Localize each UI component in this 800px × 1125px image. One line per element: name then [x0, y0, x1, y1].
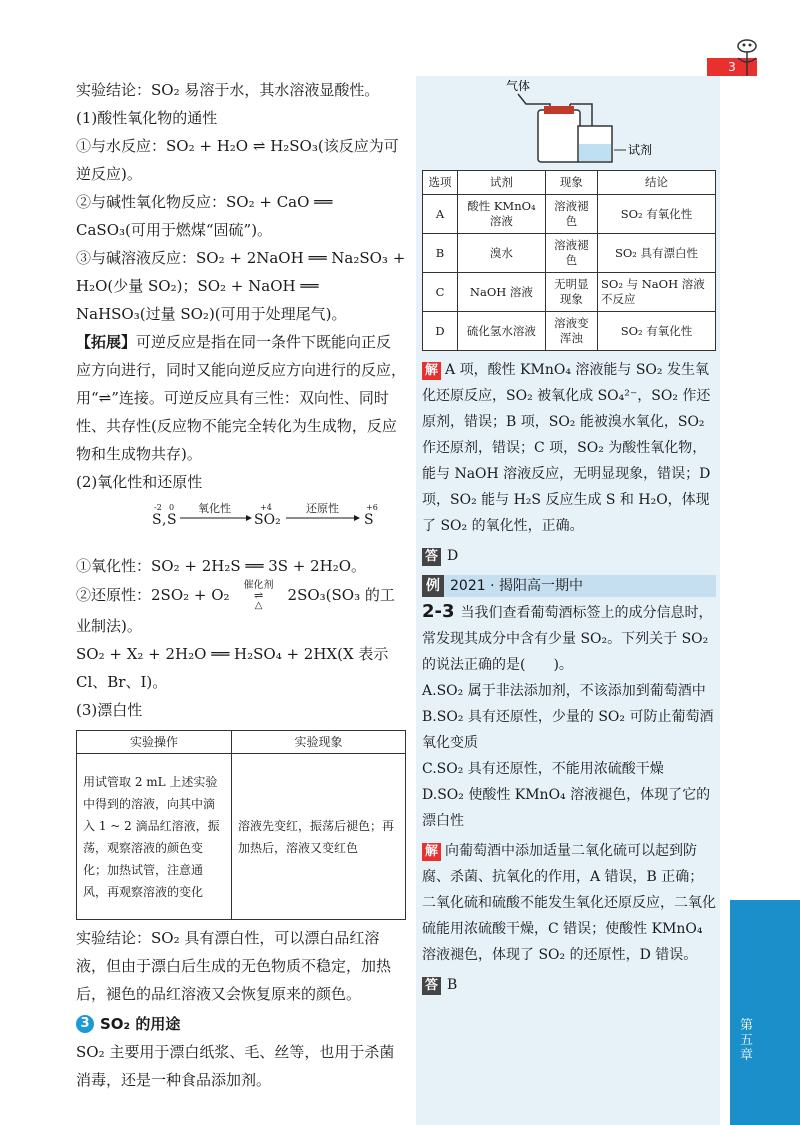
explanation-2: 解 向葡萄酒中添加适量二氧化硫可以起到防腐、杀菌、抗氧化的作用，A 错误，B 正确；二氧化硫和硫酸不能发生氧化还原反应，二氧化硫能用浓硫酸干燥，C 错误；使酸性 KMnO₄ 溶液褪色，体现了 SO₂ 的还原性，D 错误。 [422, 843, 716, 963]
jie-tag: 解 [422, 362, 441, 380]
table-cell: SO₂ 与 NaOH 溶液不反应 [598, 273, 716, 312]
table-cell-result: 溶液先变红，振荡后褪色；再加热后，溶液又变红色 [232, 754, 406, 920]
qtable-header: 选项 [423, 171, 458, 195]
example-source: 2021 · 揭阳高一期中 [450, 578, 583, 594]
gas-label: 气体 [506, 79, 531, 93]
example-tag: 例 [422, 575, 444, 597]
da-tag: 答 [422, 548, 441, 566]
jie-tag: 解 [422, 843, 441, 861]
question-number: 2-3 [422, 601, 455, 622]
section-number-badge: 3 [76, 1015, 94, 1033]
s-low-charge: -2 [154, 503, 162, 512]
page-number: 3 [707, 58, 757, 76]
chapter-strip [730, 900, 800, 1125]
option-c: C.SO₂ 具有还原性，不能用浓硫酸干燥 [422, 761, 664, 777]
chapter-label: 第五章 [740, 1018, 754, 1063]
decorative-figure-icon [732, 36, 762, 81]
table-cell: SO₂ 有氧化性 [598, 312, 716, 351]
table-cell: D [423, 312, 458, 351]
oxidation-label: 氧化性 [198, 502, 231, 515]
gas-wash-apparatus-diagram [422, 76, 716, 170]
right-column [422, 76, 716, 998]
extension-text: 可逆反应是指在同一条件下既能向正反应方向进行，同时又能向逆反应方向进行的反应，用“⇌”连接。可逆反应具有三性：双向性、同时性、共存性(反应物不能完全转化为生成物，反应物和生成物共存)。 [76, 333, 407, 463]
option-a: A.SO₂ 属于非法添加剂，不该添加到葡萄酒中 [422, 683, 706, 699]
s-low: S [152, 512, 162, 528]
table-cell: B [423, 234, 458, 273]
heat-label: △ [254, 600, 263, 611]
s-high-charge: +6 [366, 503, 378, 512]
table-cell: 溶液褪色 [545, 234, 597, 273]
table-cell: 溶液褪色 [545, 195, 597, 234]
s-zero-charge: 0 [169, 503, 175, 512]
point-halogen: SO₂ + X₂ + 2H₂O ══ H₂SO₄ + 2HX(X 表示 Cl、Br、I)。 [76, 645, 389, 691]
table-cell: A [423, 195, 458, 234]
da-tag: 答 [422, 977, 441, 995]
answer-2: 答 B [422, 972, 716, 998]
uses-paragraph: SO₂ 主要用于漂白纸浆、毛、丝等，也用于杀菌消毒，还是一种食品添加剂。 [76, 1043, 395, 1089]
point-oxidizing: ①氧化性：SO₂ + 2H₂S ══ 3S + 2H₂O。 [76, 557, 367, 575]
table-cell: C [423, 273, 458, 312]
table-cell: 硫化氢水溶液 [458, 312, 546, 351]
s-zero: S [167, 512, 177, 528]
conclusion-2: 实验结论：SO₂ 具有漂白性，可以漂白品红溶液，但由于漂白后生成的无色物质不稳定，加热后，褪色的品红溶液又会恢复原来的颜色。 [76, 929, 392, 1003]
question-table [422, 170, 716, 351]
table-cell: 无明显现象 [545, 273, 597, 312]
qtable-header: 结论 [598, 171, 716, 195]
explanation-1: 解 A 项，酸性 KMnO₄ 溶液能与 SO₂ 发生氧化还原反应，SO₂ 被氧化成 SO₄²⁻，SO₂ 作还原剂，错误；B 项，SO₂ 能被溴水氧化，SO₂ 作还原剂，错误；C 项，SO₂ 为酸性氧化物，能与 NaOH 溶液反应，无明显现象，错误；D 项，SO₂ 能与 H₂S 反应生成 S 和 H₂O，体现了 SO₂ 的氧化性，正确。 [422, 362, 711, 534]
extension-tag: 【拓展】 [76, 333, 137, 351]
table-cell: 溶液变浑浊 [545, 312, 597, 351]
answer-1: 答 D [422, 543, 716, 569]
section-3-heading [76, 1010, 406, 1038]
table-cell: 溴水 [458, 234, 546, 273]
point-reducing: ②还原性：2SO₂ + O₂ 催化剂 ⇌ △ 2SO₃(SO₃ 的工业制法)。 [76, 580, 395, 635]
table-header-result: 实验现象 [232, 731, 406, 754]
s-mid: SO₂ [254, 512, 281, 528]
heading-acidic-oxide: (1)酸性氧化物的通性 [76, 109, 218, 127]
reagent-label: 试剂 [628, 143, 653, 157]
section-3-title: SO₂ 的用途 [100, 1015, 181, 1033]
extension-paragraph [76, 328, 406, 468]
left-column [76, 76, 406, 1094]
heading-redox: (2)氧化性和还原性 [76, 473, 203, 491]
point-base-solution: ③与碱溶液反应：SO₂ + 2NaOH ══ Na₂SO₃ + H₂O(少量 SO₂)；SO₂ + NaOH ══ NaHSO₃(过量 SO₂)(可用于处理尾气)。 [76, 249, 406, 323]
point-water: ①与水反应：SO₂ + H₂O ⇌ H₂SO₃(该反应为可逆反应)。 [76, 137, 399, 183]
point-basic-oxide: ②与碱性氧化物反应：SO₂ + CaO ══ CaSO₃(可用于燃煤“固硫”)。 [76, 193, 333, 239]
option-d: D.SO₂ 使酸性 KMnO₄ 溶液褪色，体现了它的漂白性 [422, 787, 711, 829]
question-stem: 2-3 当我们查看葡萄酒标签上的成分信息时，常发现其成分中含有少量 SO₂。下列关于 SO₂ 的说法正确的是( )。 [422, 601, 713, 673]
table-cell: SO₂ 具有漂白性 [598, 234, 716, 273]
option-b: B.SO₂ 具有还原性，少量的 SO₂ 可防止葡萄酒氧化变质 [422, 709, 714, 751]
table-cell: NaOH 溶液 [458, 273, 546, 312]
s-high: S [364, 512, 374, 528]
experiment-table [76, 730, 406, 920]
table-cell-op: 用试管取 2 mL 上述实验中得到的溶液，向其中滴入 1 ~ 2 滴品红溶液，振荡，观察溶液的颜色变化；加热试管，注意通风，再观察溶液的变化 [77, 754, 232, 920]
table-cell: SO₂ 有氧化性 [598, 195, 716, 234]
qtable-header: 试剂 [458, 171, 546, 195]
qtable-header: 现象 [545, 171, 597, 195]
conclusion-1: 实验结论：SO₂ 易溶于水，其水溶液显酸性。 [76, 81, 380, 99]
table-cell: 酸性 KMnO₄ 溶液 [458, 195, 546, 234]
heading-bleaching: (3)漂白性 [76, 701, 143, 719]
s-mid-charge: +4 [260, 503, 272, 512]
redox-diagram [76, 496, 406, 552]
example-header [422, 575, 716, 597]
reduction-label: 还原性 [306, 502, 339, 515]
svg-text:,: , [162, 512, 167, 528]
catalyst-label: 催化剂 [243, 580, 274, 591]
table-header-op: 实验操作 [77, 731, 232, 754]
